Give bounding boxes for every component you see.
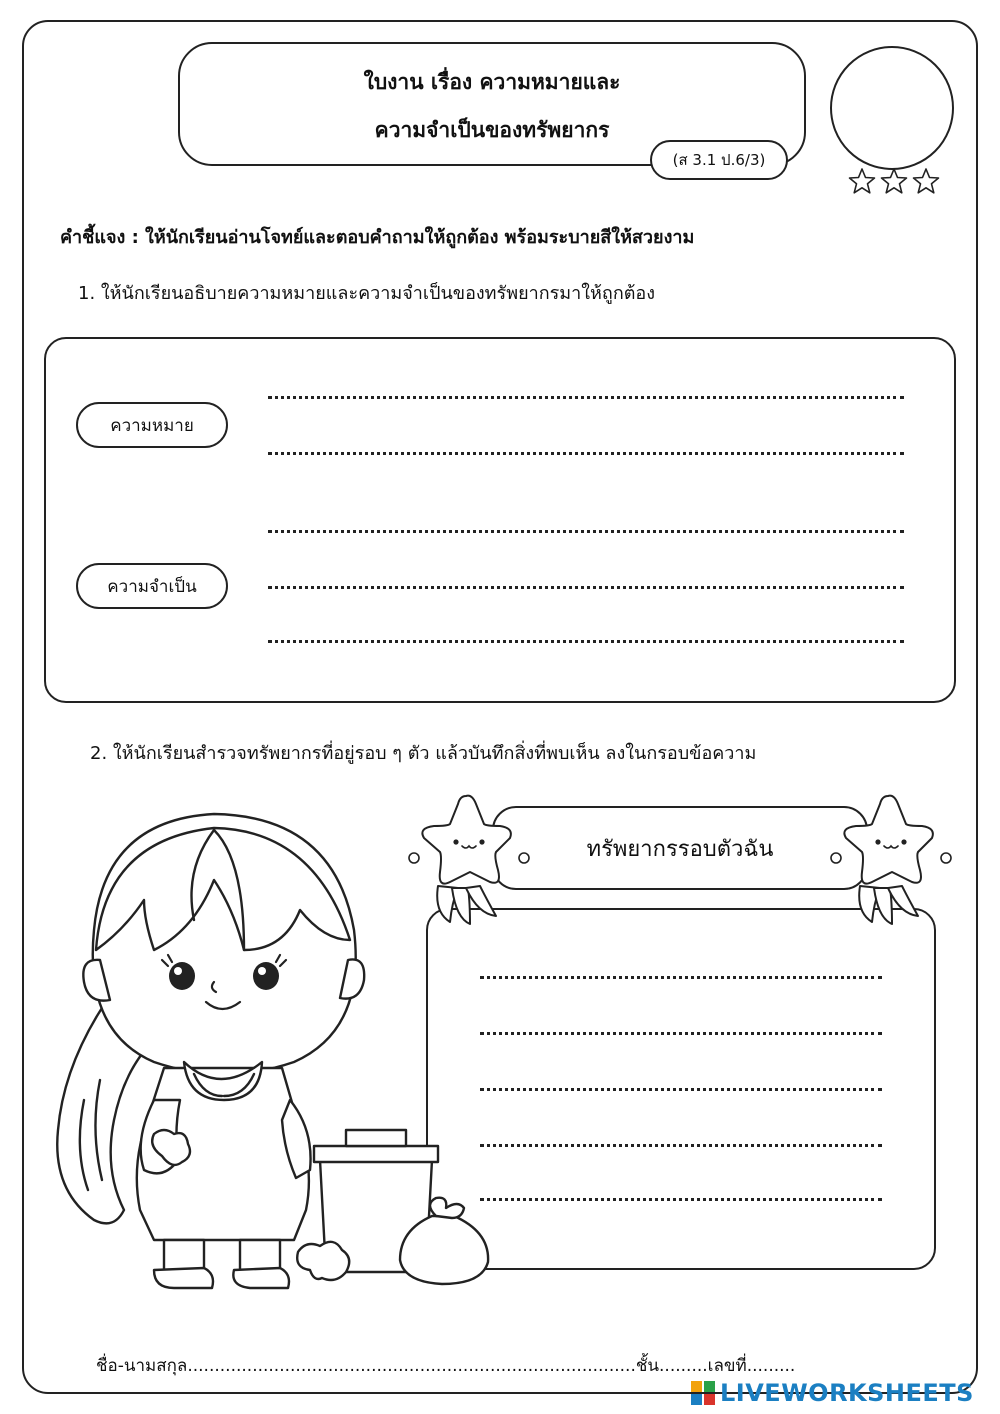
answer-line-meaning-2[interactable] xyxy=(268,452,904,455)
question-2-text: 2. ให้นักเรียนสำรวจทรัพยากรที่อยู่รอบ ๆ ตัว แล้วบันทึกสิ่งที่พบเห็น ลงในกรอบข้อความ xyxy=(90,743,757,764)
name-class-number-field[interactable]: ชื่อ-นามสกุล...................................................................................ชั้น.........เลขที่......... xyxy=(96,1356,796,1376)
box2-answer-line-2[interactable] xyxy=(480,1032,882,1035)
box2-answer-line-5[interactable] xyxy=(480,1198,882,1201)
star-character-icon xyxy=(826,790,956,930)
star-outline-icon xyxy=(850,169,875,193)
title-line-1: ใบงาน เรื่อง ความหมายและ xyxy=(363,70,621,94)
girl-illustration xyxy=(44,800,504,1290)
answer-line-meaning-1[interactable] xyxy=(268,396,904,399)
brand-name: LIVEWORKSHEETS xyxy=(720,1379,974,1407)
instruction-text: คำชี้แจง : ให้นักเรียนอ่านโจทย์และตอบคำถามให้ถูกต้อง พร้อมระบายสีให้สวยงาม xyxy=(60,227,695,248)
title-line-2: ความจำเป็นของทรัพยากร xyxy=(374,118,610,142)
star-outline-icon xyxy=(882,169,907,193)
box2-answer-line-1[interactable] xyxy=(480,976,882,979)
curriculum-code: (ส 3.1 ป.6/3) xyxy=(650,140,788,180)
liveworksheets-logo-icon xyxy=(690,1380,716,1406)
score-circle xyxy=(830,46,954,170)
answer-line-necessity-3[interactable] xyxy=(268,640,904,643)
label-meaning: ความหมาย xyxy=(76,402,228,448)
star-outline-icon xyxy=(914,169,939,193)
box2-answer-line-4[interactable] xyxy=(480,1144,882,1147)
answer-box-1 xyxy=(44,337,956,703)
box2-answer-line-3[interactable] xyxy=(480,1088,882,1091)
question-1-text: 1. ให้นักเรียนอธิบายความหมายและความจำเป็นของทรัพยากรมาให้ถูกต้อง xyxy=(78,283,656,304)
answer-box-2-header xyxy=(492,806,868,890)
brand-logo xyxy=(690,1376,974,1410)
answer-line-necessity-2[interactable] xyxy=(268,586,904,589)
answer-box-2-title: ทรัพยากรรอบตัวฉัน xyxy=(586,836,774,862)
rating-stars xyxy=(846,166,942,198)
label-necessity: ความจำเป็น xyxy=(76,563,228,609)
answer-line-necessity-1[interactable] xyxy=(268,530,904,533)
